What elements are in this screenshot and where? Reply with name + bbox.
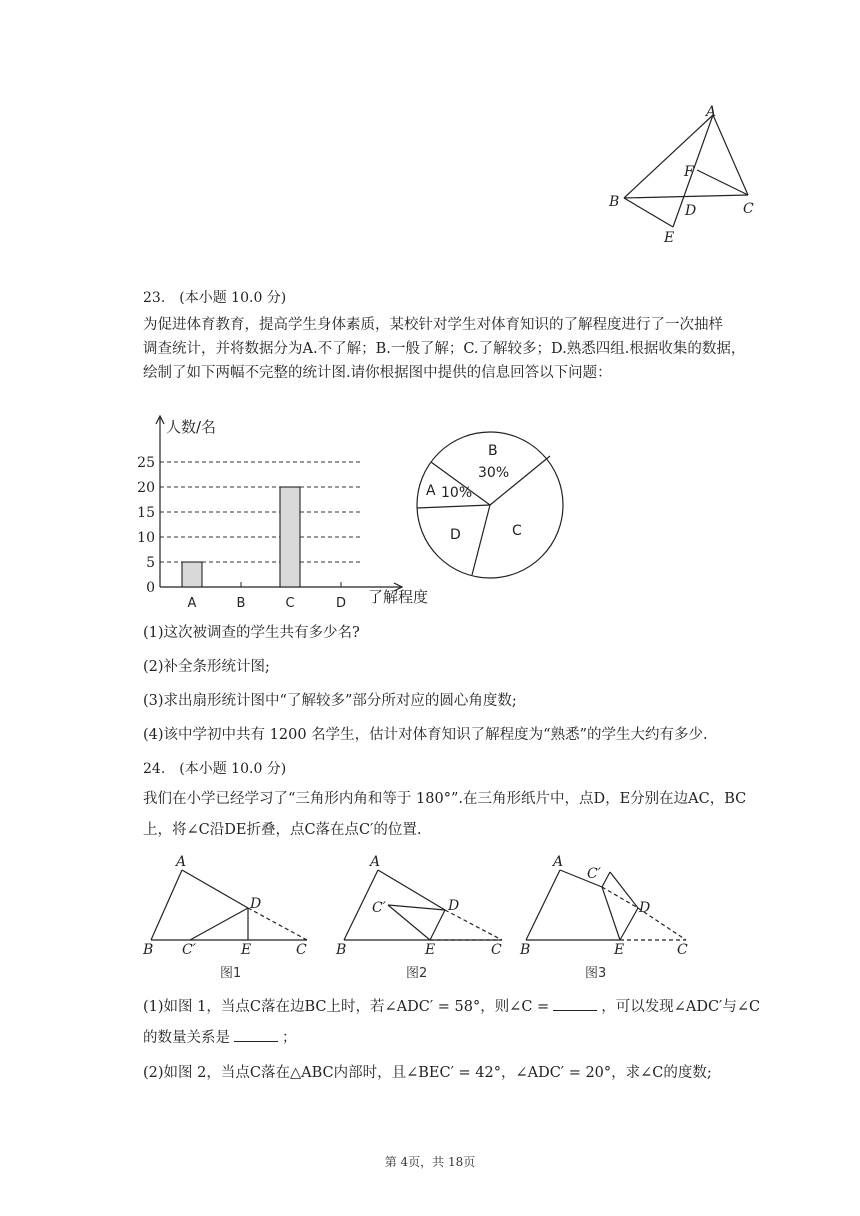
q24-line1: 我们在小学已经学习了“三角形内角和等于 180°”.在三角形纸片中，点D，E分别在边AC，BC [143, 791, 747, 807]
fig1-label-C: C [296, 942, 307, 958]
fig2-label-D: D [448, 898, 460, 914]
q23-sub4: (4)该中学初中共有 1200 名学生，估计对体育知识了解程度为“熟悉”的学生大约有多少. [143, 727, 708, 743]
fig3-label-C: C [677, 942, 688, 958]
y-tick-label: 5 [146, 555, 155, 571]
pie-pct-B: 30% [478, 465, 510, 481]
label-B: B [609, 194, 620, 210]
y-tick-label: 0 [146, 580, 155, 596]
fig2-caption: 图2 [406, 966, 428, 981]
q23-heading: 23. (本小题 10.0 分) [143, 290, 287, 306]
bar-xlabel: 了解程度 [368, 588, 429, 606]
fig2-label-C: C [491, 942, 502, 958]
fig1-label-D: D [250, 896, 262, 912]
y-tick-label: 10 [137, 530, 155, 546]
fig3-label-E: E [614, 942, 625, 958]
answer-blank-1[interactable] [553, 996, 597, 1011]
y-tick-label: 25 [137, 455, 155, 471]
q24-sub1-text-a: (1)如图 1，当点C落在边BC上时，若∠ADC′ = 58°，则∠C = [143, 999, 550, 1015]
fig1-label-E: E [241, 942, 252, 958]
fig2-label-B: B [336, 942, 347, 958]
q24-heading: 24. (本小题 10.0 分) [143, 761, 287, 777]
fold-figures [140, 850, 700, 985]
bar-chart [137, 412, 440, 612]
bar-ylabel: 人数/名 [166, 418, 217, 436]
fig3-label-B: B [520, 942, 531, 958]
fig1-label-A: A [176, 854, 187, 870]
answer-blank-2[interactable] [234, 1027, 278, 1042]
q24-sub1-text-b: ，可以发现∠ADC′与∠C [601, 999, 761, 1015]
pie-chart [410, 427, 570, 587]
x-tick-label: D [335, 596, 347, 611]
fig1-caption: 图1 [220, 966, 242, 981]
pie-label-A: A [426, 483, 436, 499]
q24-sub2: (2)如图 2，当点C落在△ABC内部时，且∠BEC′ = 42°，∠ADC′ = 20°，求∠C的度数; [143, 1065, 712, 1081]
x-tick-label: A [187, 596, 197, 611]
bar-C [280, 487, 300, 587]
y-tick-label: 20 [137, 480, 155, 496]
triangle-figure [600, 100, 770, 250]
q24-sub1-line1 [143, 995, 775, 1019]
q24-sub1-text-c: 的数量关系是 [143, 1030, 230, 1046]
q23-line3: 绘制了如下两幅不完整的统计图.请你根据图中提供的信息回答以下问题： [143, 365, 612, 381]
pie-label-B: B [488, 443, 498, 459]
bar-A [182, 562, 202, 587]
label-A: A [706, 104, 717, 120]
q23-line1: 为促进体育教育，提高学生身体素质，某校针对学生对体育知识的了解程度进行了一次抽样 [143, 317, 723, 333]
label-D: D [685, 203, 697, 219]
fig2-label-Cp: C′ [372, 900, 386, 916]
q23-sub1: (1)这次被调查的学生共有多少名? [143, 625, 360, 641]
pie-label-D: D [450, 527, 461, 543]
q24-sub1-text-d: ； [282, 1030, 297, 1046]
q24-line2: 上，将∠C沿DE折叠，点C落在点C′的位置. [143, 822, 422, 838]
label-C: C [743, 201, 754, 217]
fig1-label-Cp: C′ [182, 942, 196, 958]
fig3-caption: 图3 [585, 966, 607, 981]
y-tick-label: 15 [137, 505, 155, 521]
x-tick-label: B [236, 596, 246, 611]
page-footer: 第 4页，共 18页 [384, 1155, 476, 1169]
fig2-label-A: A [370, 854, 381, 870]
x-tick-label: C [285, 596, 295, 611]
pie-label-C: C [512, 523, 522, 539]
fig1-label-B: B [143, 942, 154, 958]
pie-pct-A: 10% [441, 485, 473, 501]
q23-sub2: (2)补全条形统计图; [143, 659, 270, 675]
label-E: E [664, 230, 675, 246]
label-F: F [684, 164, 694, 180]
q23-line2: 调查统计，并将数据分为A.不了解；B.一般了解；C.了解较多；D.熟悉四组.根据收集的数据， [143, 341, 746, 357]
q24-sub1-line2 [143, 1026, 775, 1050]
fig2-label-E: E [425, 942, 436, 958]
fig3-label-Cp: C′ [587, 866, 601, 882]
fig3-label-A: A [553, 854, 564, 870]
q23-sub3: (3)求出扇形统计图中“了解较多”部分所对应的圆心角度数; [143, 693, 517, 709]
fig3-label-D: D [639, 900, 651, 916]
